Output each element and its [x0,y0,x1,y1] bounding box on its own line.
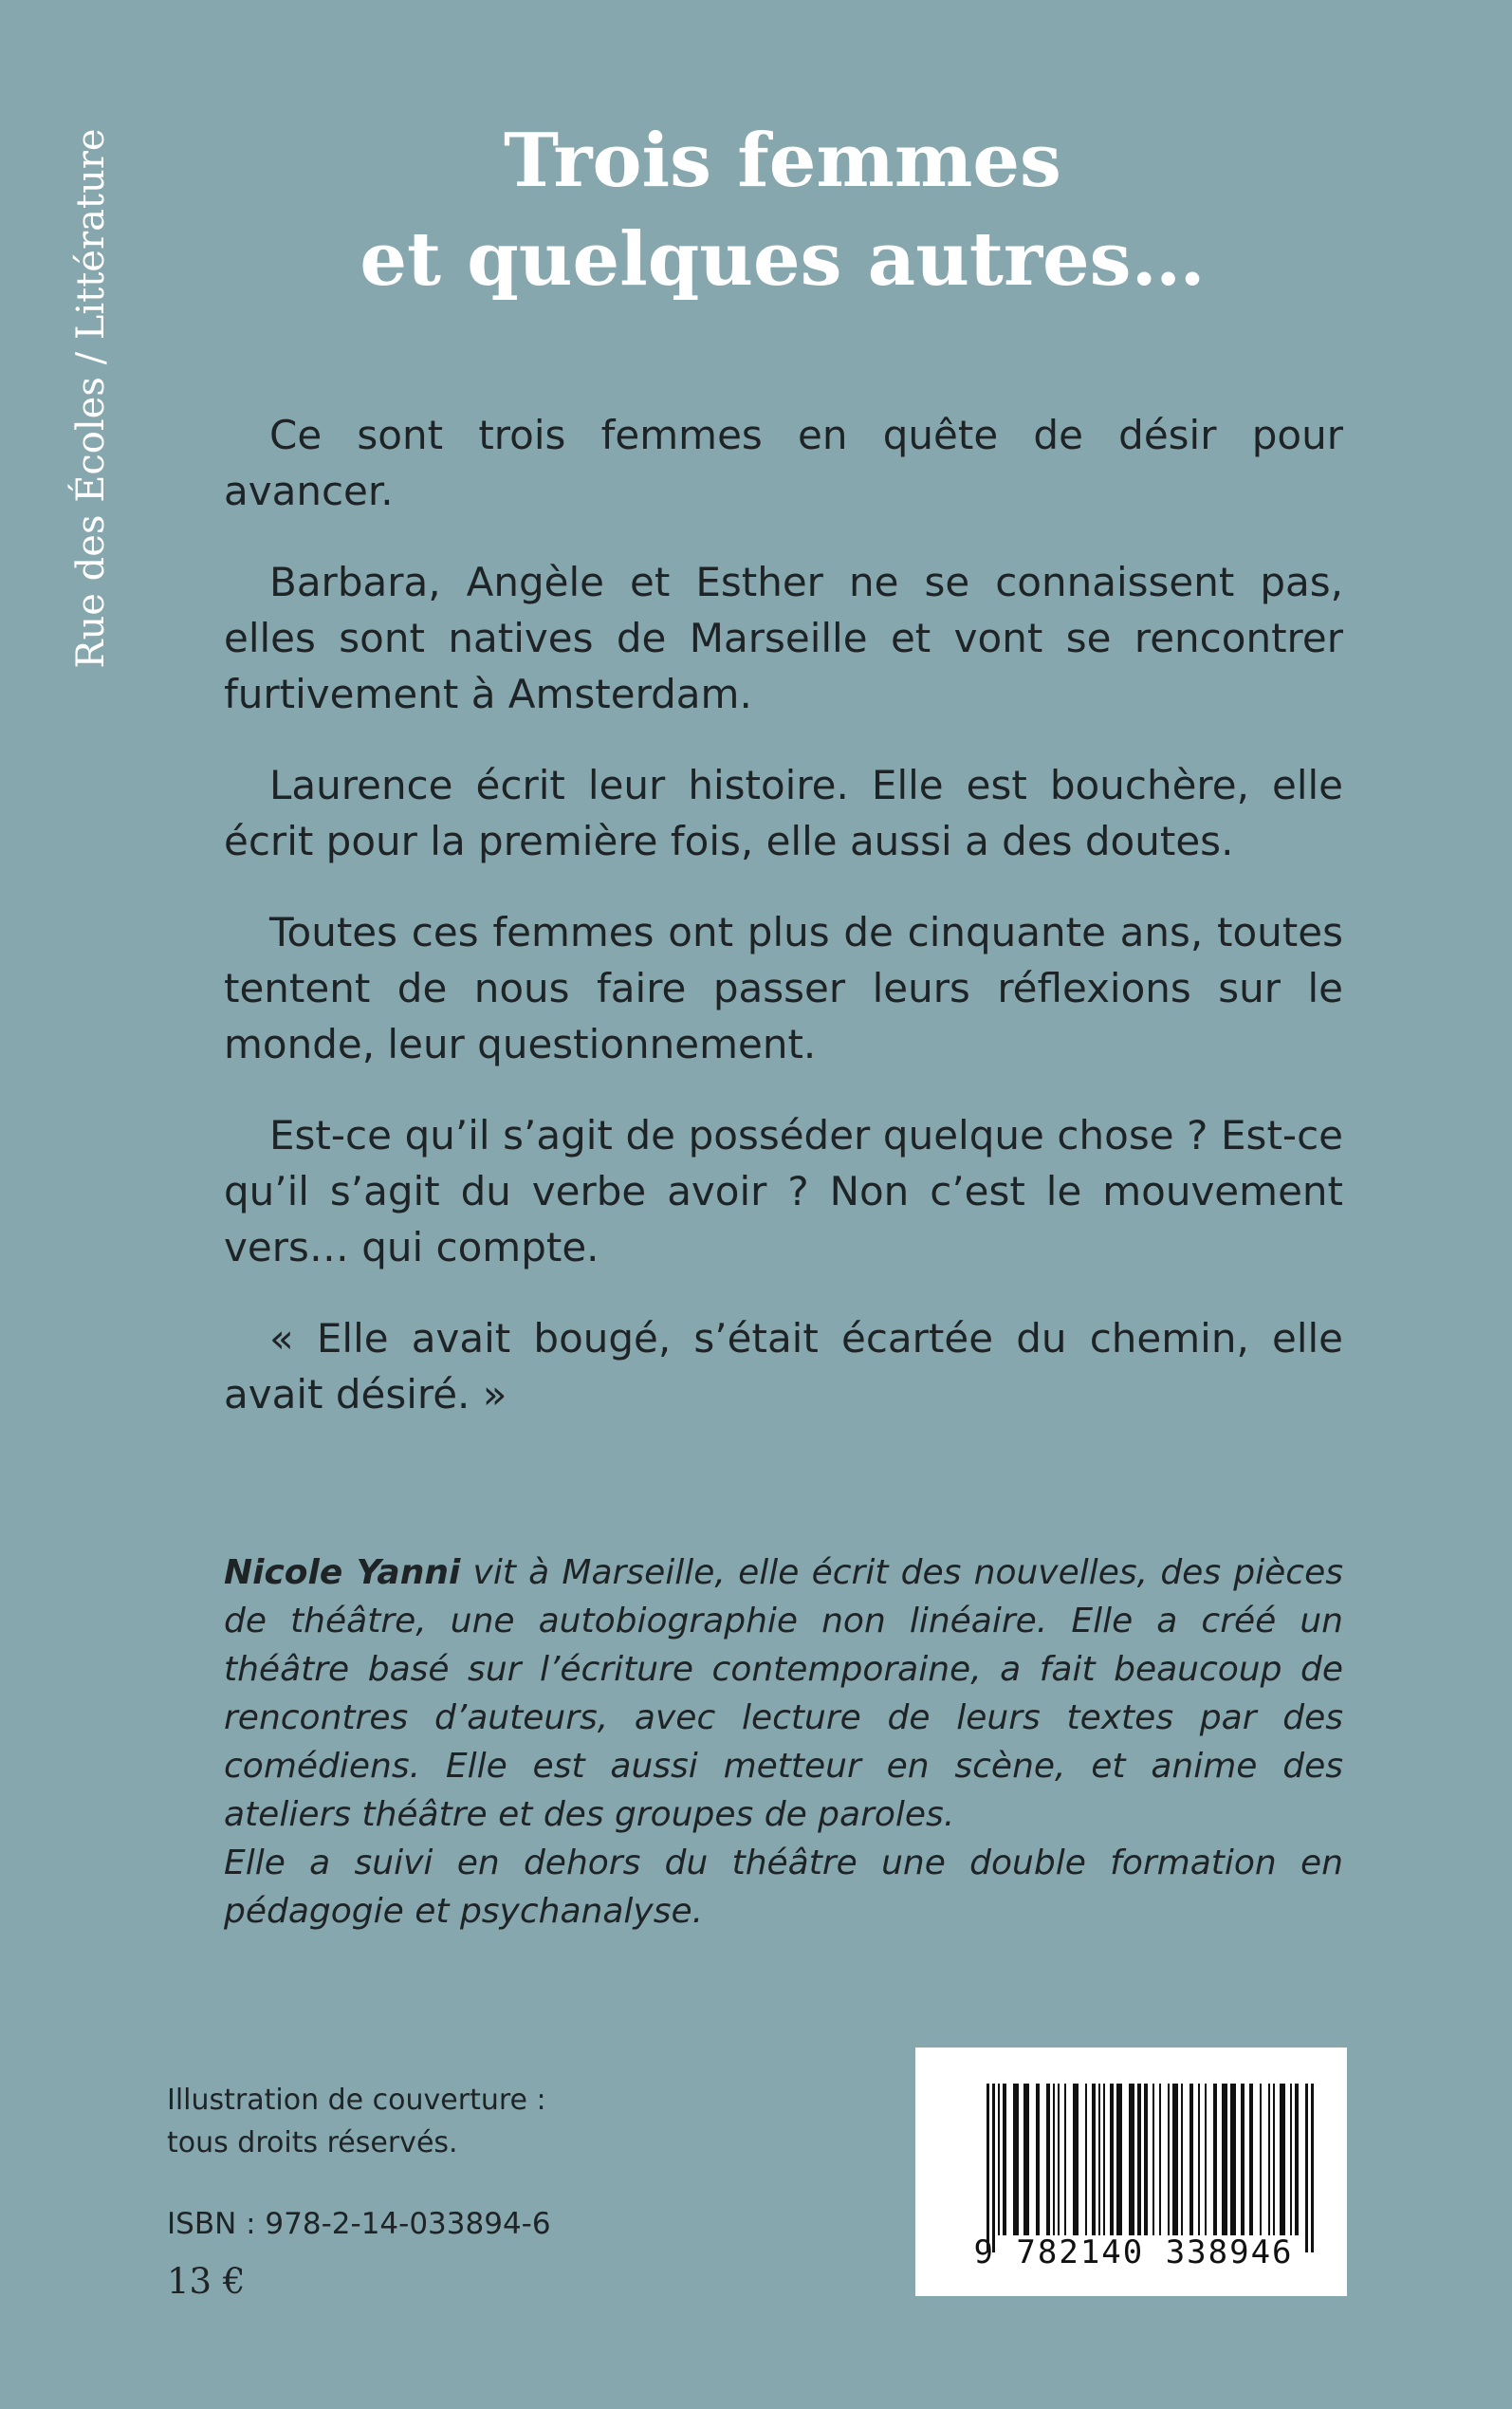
summary-paragraph: Barbara, Angèle et Esther ne se connaissent pas, elles sont natives de Marseille et vont se rencontrer furtivement à Amsterdam. [224,559,1343,717]
summary-paragraph: Est-ce qu’il s’agit de posséder quelque chose ? Est-ce qu’il s’agit du verbe avoir ? Non c’est le mouvement vers… qui compte. [224,1112,1343,1270]
summary-text [224,407,1343,1457]
summary-paragraph: « Elle avait bougé, s’était écartée du chemin, elle avait désiré. » [224,1315,1343,1418]
summary-paragraph: Laurence écrit leur histoire. Elle est bouchère, elle écrit pour la première fois, elle aussi a des doutes. [224,762,1343,864]
isbn-label: ISBN : 978-2-14-033894-6 [167,2207,551,2241]
spine-label [63,109,120,688]
illustration-credits [167,2079,546,2164]
summary-paragraph: Toutes ces femmes ont plus de cinquante ans, toutes tentent de nous faire passer leurs réflexions sur le monde, leur questionnement. [224,909,1343,1067]
author-bio-text: vit à Marseille, elle écrit des nouvelles, des pièces de théâtre, une autobiographie non linéaire. Elle a créé un théâtre basé sur l’écriture contemporaine, a fait beaucoup de rencontres d’auteurs, avec lecture de leurs textes par des comédiens. Elle est aussi metteur en scène, et anime des ateliers théâtre et des groupes de paroles. [224,1553,1343,1834]
summary-paragraph: Ce sont trois femmes en quête de désir pour avancer. [224,412,1343,514]
credits-line-1: Illustration de couverture : [167,2084,546,2117]
author-bio-paragraph-2: Elle a suivi en dehors du théâtre une double formation en pédagogie et psychanalyse. [224,1844,1343,1931]
title-line-1: Trois femmes [504,118,1061,204]
author-bio [224,1548,1343,1936]
title-line-2: et quelques autres… [360,216,1206,303]
collection-name: Rue des Écoles / Littérature [69,128,113,669]
barcode [915,2048,1347,2296]
book-title [285,112,1281,309]
credits-line-2: tous droits réservés. [167,2126,458,2159]
barcode-digits: 9 782140 338946 [973,2233,1294,2271]
author-bio-paragraph [224,1548,1343,1839]
price-label: 13 € [167,2261,246,2302]
author-name: Nicole Yanni [224,1553,461,1592]
